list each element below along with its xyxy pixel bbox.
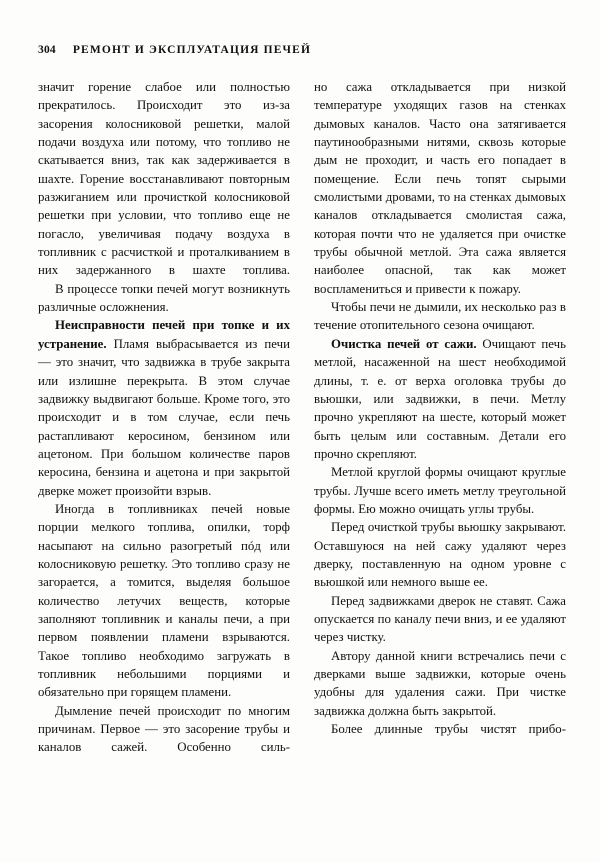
running-head	[38, 44, 311, 56]
paragraph: Автору данной книги встречались печи с дверками выше задвижки, которые очень удобны для удаления сажи. При чистке задвижка должна быть закрытой.	[314, 648, 566, 718]
paragraph: но сажа откладывается при низкой температуре уходящих газов на стенках дымовых каналов. Часто она затягивается паутинообразными нитями, сквозь которые дым не проходит, и часть его попадает в помещение. Если печь топят сырыми смолистыми дровами, то на стенках дымовых каналов откладывается смолистая сажа, которая почти что не удаляется при очистке трубы обычной метлой. Эта сажа является наиболее опасной, так как может воспламениться и привести к пожару.	[314, 80, 566, 296]
paragraph: Перед задвижками дверок не ставят. Сажа опускается по каналу печи вниз, и ее удаляют через чистку.	[314, 593, 566, 645]
running-head-title: РЕМОНТ И ЭКСПЛУАТАЦИЯ ПЕЧЕЙ	[72, 44, 312, 56]
paragraph: Метлой круглой формы очищают круглые трубы. Лучше всего иметь метлу треугольной формы. Ею можно очищать углы трубы.	[314, 465, 566, 516]
page-number: 304	[38, 44, 56, 56]
run-in-heading: Неисправности печей при топке и их устранение.	[38, 318, 290, 351]
paragraph: значит горение слабое или полностью прекратилось. Происходит это из-за засорения колосниковой решетки, малой подачи воздуха или потому, что топливо не скатывается вниз, так как задерживается в шахте. Горение восстанавливают повторным разжиганием или прочисткой колосниковой решетки при условии, что топливо еще не погасло, увеличивая подачу воздуха в топливник с расчисткой и проталкиванием в них задержанного в шахте топлива.	[38, 80, 290, 278]
paragraph: Иногда в топливниках печей новые порции мелкого топлива, опилки, торф насыпают на сильно разогретый пóд или колосниковую решетку. Это топливо сразу не загорается, а томится, выделяя большое количество летучих веществ, которые заполняют топливник и каналы печи, а при первом появлении пламени взрываются. Такое топливо необходимо загружать в топливник небольшими порциями и обязательно при горящем пламени.	[38, 501, 290, 700]
paragraph: Более длинные трубы чистят прибо-	[331, 722, 566, 737]
paragraph: Чтобы печи не дымили, их несколько раз в течение отопительного сезона очищают.	[314, 300, 566, 333]
run-in-heading: Очистка печей от сажи.	[331, 336, 477, 351]
paragraph: Дымление печей происходит по многим причинам. Первое — это засорение трубы и каналов сажей. Особенно силь-	[38, 703, 290, 755]
right-column	[314, 78, 566, 757]
left-column	[38, 78, 290, 757]
paragraph: Неисправности печей при топке и их устранение. Пламя выбрасывается из печи — это значит, что задвижка в трубе закрыта или излишне перекрыта. В этом случае задвижку выдвигают больше. Кроме того, это происходит и в том случае, если печь растапливают керосином, бензином или ацетоном. При большом количестве паров керосина, бензина и ацетона и при закрытой дверке может произойти взрыв.	[38, 318, 290, 498]
paragraph: Очистка печей от сажи. Очищают печь метлой, насаженной на шест необходимой длины, т. е. от верха оголовка трубы до вьюшки, или задвижки, в печи. Метлу прочно укрепляют на шесте, который может быть целым или составным. Детали его прочно скрепляют.	[314, 336, 566, 461]
text-body	[38, 78, 566, 757]
paragraph: В процессе топки печей могут возникнуть различные осложнения.	[38, 281, 290, 315]
paragraph: Перед очисткой трубы вьюшку закрывают. Оставшуюся на ней сажу удаляют через дверку, поставленную на одном уровне с вьюшкой или немного выше ее.	[314, 520, 566, 590]
